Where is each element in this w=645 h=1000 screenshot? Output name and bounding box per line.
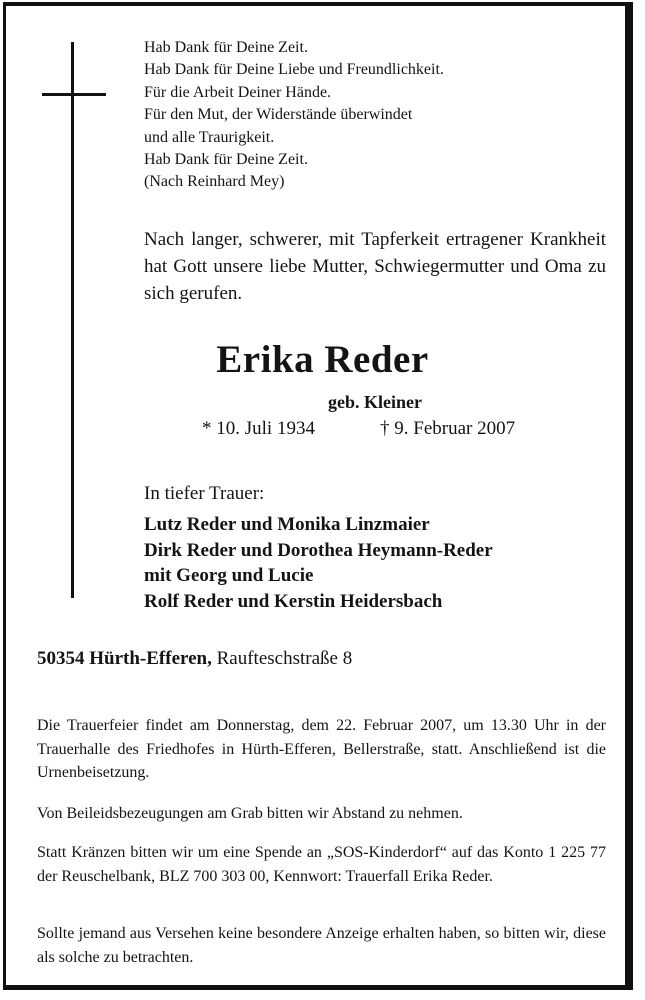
poem-line: und alle Traurigkeit. [144, 128, 275, 146]
birth-date: * 10. Juli 1934 [202, 418, 315, 439]
death-date: † 9. Februar 2007 [380, 418, 516, 439]
poem-line: Hab Dank für Deine Liebe und Freundlichkeit. [144, 61, 444, 79]
poem-line: Für den Mut, der Widerstände überwindet [144, 106, 413, 124]
mourning-label: In tiefer Trauer: [144, 483, 265, 504]
deceased-name: Erika Reder [216, 338, 429, 381]
poem-line: Hab Dank für Deine Zeit. [144, 151, 308, 169]
donation-notice: Statt Kränzen bitten wir um eine Spende an „SOS-Kinderdorf“ auf das Konto 1 225 77 der Reuschelbank, BLZ 700 303 00, Kennwort: Trauerfall Erika Reder. [37, 844, 606, 885]
mourner: Rolf Reder und Kerstin Heidersbach [144, 590, 443, 612]
maiden-name: geb. Kleiner [328, 392, 422, 412]
address-city: 50354 Hürth-Efferen, [37, 648, 212, 669]
condolence-notice: Von Beileidsbezeugungen am Grab bitten wir Abstand zu nehmen. [37, 805, 463, 822]
address-street: Raufteschstraße 8 [216, 648, 353, 669]
mourner: Lutz Reder und Monika Linzmaier [144, 514, 430, 535]
no-notice-note: Sollte jemand aus Versehen keine besondere Anzeige erhalten haben, so bitten wir, diese als solche zu betrachten. [37, 925, 606, 966]
poem [144, 37, 444, 194]
poem-line: Für die Arbeit Deiner Hände. [144, 83, 332, 101]
mourner: Dirk Reder und Dorothea Heymann-Reder [144, 539, 493, 561]
poem-attribution: (Nach Reinhard Mey) [144, 173, 285, 191]
poem-line: Hab Dank für Deine Zeit. [144, 39, 308, 56]
address [37, 648, 352, 670]
announcement-text: Nach langer, schwerer, mit Tapferkeit ertragener Krankheit hat Gott unsere liebe Mutter, Schwiegermutter und Oma zu sich gerufen. [144, 229, 606, 304]
mourners-list [144, 512, 493, 614]
cross-icon-bar [42, 93, 106, 96]
funeral-notice: Die Trauerfeier findet am Donnerstag, dem 22. Februar 2007, um 13.30 Uhr in der Trauerhalle des Friedhofes in Hürth-Efferen, Bellerstraße, statt. Anschließend ist die Urnenbeisetzung. [37, 717, 606, 781]
mourner: mit Georg und Lucie [144, 565, 314, 586]
cross-icon [71, 42, 74, 598]
